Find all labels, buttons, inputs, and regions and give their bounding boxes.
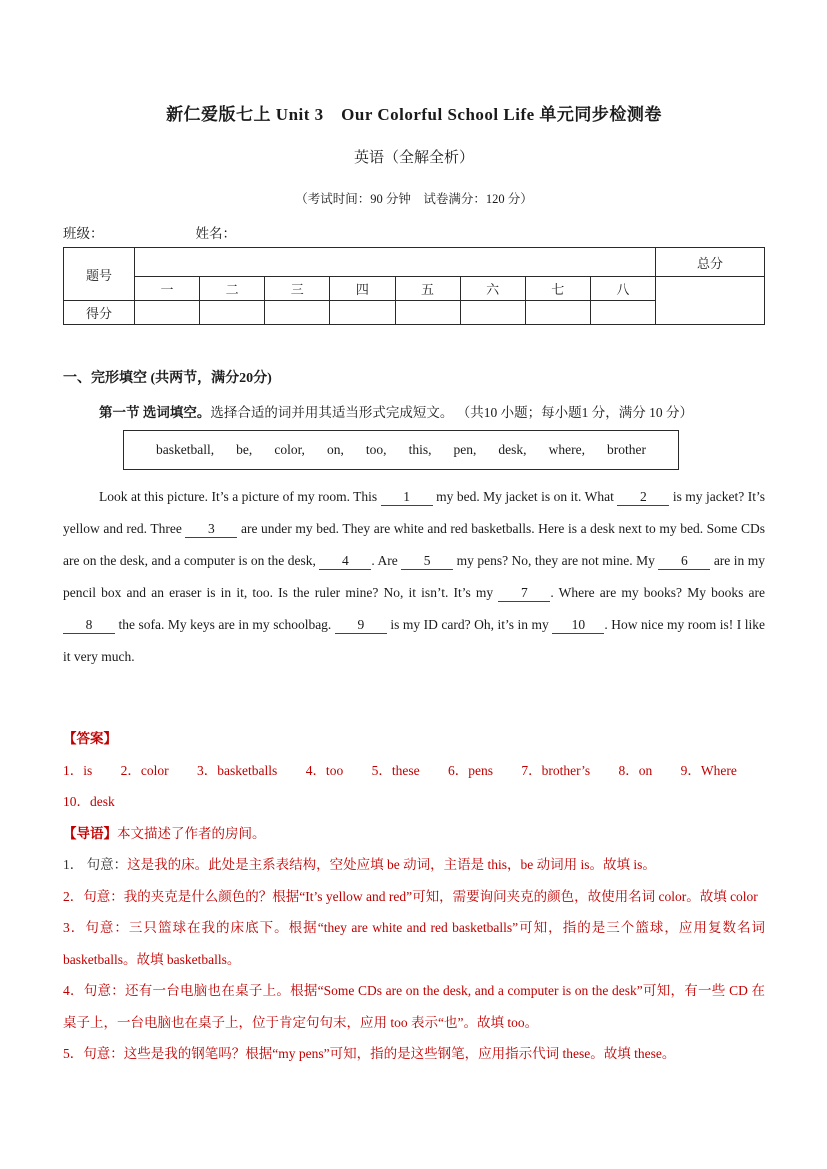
- question-col-header: 八: [590, 277, 655, 301]
- answers-label: 【答案】: [63, 731, 117, 746]
- explanation-number: 5．: [63, 1046, 84, 1061]
- explanation-lead: 句意：: [86, 857, 128, 872]
- explanation-item: [63, 1038, 765, 1070]
- explanation-number: 2．: [63, 888, 84, 904]
- question-col-header: 二: [200, 277, 265, 301]
- question-col-header: 七: [525, 277, 590, 301]
- question-col-header: 五: [395, 277, 460, 301]
- answer-item: 3．basketballs: [197, 762, 278, 778]
- explanation-text: 这是我的床。此处是主系表结构，空处应填 be 动词，主语是 this，be 动词用 is。故填 is。: [127, 857, 656, 872]
- answer-item: 6．pens: [447, 762, 493, 778]
- answer-item: 7．brother’s: [521, 762, 591, 778]
- score-cell: [590, 301, 655, 325]
- question-number-label: 题号: [64, 248, 135, 301]
- page-title: 新仁爱版七上 Unit 3 Our Colorful School Life 单元同步检测卷: [166, 105, 662, 124]
- explanation-item: [63, 975, 765, 1038]
- answer-item: 8．on: [618, 762, 653, 778]
- score-row-label: 得分: [64, 301, 135, 325]
- part1-title: 第一节 选词填空。: [99, 405, 211, 420]
- explanation-item: [63, 849, 765, 881]
- word-bank-item: brother: [607, 442, 646, 457]
- intro-text: 本文描述了作者的房间。: [117, 825, 266, 841]
- cloze-blank-7: 7: [498, 585, 550, 602]
- explanation-number: 3．: [63, 920, 86, 935]
- part1-instructions-rest: 选择合适的词并用其适当形式完成短文。 （共10 小题；每小题1 分，满分 10 分）: [210, 405, 693, 420]
- score-cell: [265, 301, 330, 325]
- explanations: [63, 849, 765, 1070]
- score-cell: [460, 301, 525, 325]
- total-score-label: 总分: [656, 248, 765, 277]
- word-bank-item: on,: [326, 442, 344, 457]
- word-bank-item: color,: [274, 442, 305, 457]
- word-bank-item: be,: [236, 442, 253, 457]
- exam-info: （考试时间：90 分钟 试卷满分：120 分）: [295, 192, 533, 206]
- score-cell: [200, 301, 265, 325]
- cloze-blank-9: 9: [335, 617, 387, 634]
- cloze-blank-1: 1: [381, 489, 433, 506]
- table-header-row: [64, 248, 765, 277]
- answer-item: 5．these: [371, 762, 420, 778]
- section1-heading: 一、完形填空 (共两节，满分20分): [63, 371, 272, 386]
- cloze-blank-10: 10: [552, 617, 604, 634]
- score-cell: [525, 301, 590, 325]
- explanation-item: [63, 912, 765, 975]
- student-fields: [63, 222, 765, 242]
- score-cell: [135, 301, 200, 325]
- word-bank-item: this,: [408, 442, 432, 457]
- cloze-passage: Look at this picture. It’s a picture of my room. This 1 my bed. My jacket is on it. What 2 is my jacket? It’s yellow and red. Three 3 are under my bed. They are white and red basketballs. Here is a desk next to my bed. Some CDs are on the desk, and a computer is on the desk, 4 . Are 5 my pens? No, they are not mine. My 6 are in my pencil box and an eraser is in it, too. Is the ruler mine? No, it isn’t. It’s my 7 . Where are my books? My books are 8 the sofa. My keys are in my schoolbag. 9 is my ID card? Oh, it’s in my 10 . How nice my room is! I like it very much.: [63, 489, 765, 664]
- explanation-item: [63, 881, 765, 913]
- cloze-blank-8: 8: [63, 617, 115, 634]
- explanation-lead: 句意：: [85, 920, 129, 935]
- explanation-text: 我的夹克是什么颜色的？根据“It’s yellow and red”可知，需要询问夹克的颜色，故使用名词 color。故填 color: [123, 888, 758, 904]
- cloze-blank-6: 6: [658, 553, 710, 570]
- intro-line: [63, 818, 765, 850]
- question-col-header: 四: [330, 277, 395, 301]
- explanation-lead: 句意：: [83, 983, 126, 998]
- table-span-cell: [135, 248, 656, 277]
- cloze-blank-2: 2: [617, 489, 669, 506]
- answers-line2: 10．desk: [63, 794, 115, 809]
- cloze-blank-4: 4: [319, 553, 371, 570]
- name-field-label: 姓名：: [195, 226, 236, 241]
- explanation-lead: 句意：: [83, 888, 124, 904]
- total-score-cell: [656, 277, 765, 325]
- question-col-header: 六: [460, 277, 525, 301]
- word-bank-item: pen,: [453, 442, 477, 457]
- cloze-blank-5: 5: [401, 553, 453, 570]
- answer-item: 1．is: [63, 762, 93, 778]
- cloze-blank-3: 3: [185, 521, 237, 538]
- question-col-header: 三: [265, 277, 330, 301]
- explanation-lead: 句意：: [83, 1046, 124, 1061]
- intro-label: 【导语】: [63, 825, 117, 841]
- answer-item: 9．Where: [680, 762, 737, 778]
- answers-line1: [63, 755, 765, 787]
- explanation-text: 这些是我的钢笔吗？根据“my pens”可知，指的是这些钢笔，应用指示代词 these。故填 these。: [123, 1046, 676, 1061]
- word-bank: [123, 430, 679, 470]
- question-col-header: 一: [135, 277, 200, 301]
- score-cell: [330, 301, 395, 325]
- explanation-text: 三只篮球在我的床底下。根据“they are white and red basketballs”可知，指的是三个篮球，应用复数名词 basketballs。故填 basketballs。: [63, 920, 766, 967]
- word-bank-item: desk,: [498, 442, 527, 457]
- answer-item: 4．too: [305, 762, 344, 778]
- word-bank-item: too,: [365, 442, 387, 457]
- answer-item: 2．color: [120, 762, 169, 778]
- explanation-number: 1．: [63, 857, 87, 872]
- table-number-row: [64, 277, 765, 301]
- paper-subtitle: 英语（全解全析）: [353, 150, 474, 166]
- score-table: [63, 247, 765, 325]
- class-field-label: 班级：: [63, 226, 104, 241]
- explanation-text: 还有一台电脑也在桌子上。根据“Some CDs are on the desk, and a computer is on the desk”可知，有一些 CD 在桌子上，一台电脑也在桌子上，位于肯定句句末，应用 too 表示“也”。故填 too。: [63, 983, 766, 1030]
- answer-section: [63, 723, 765, 1070]
- word-bank-item: basketball,: [156, 442, 215, 457]
- word-bank-item: where,: [548, 442, 585, 457]
- answers-heading-line: [63, 723, 765, 755]
- explanation-number: 4．: [63, 983, 84, 998]
- section1-part1-instructions: [63, 401, 765, 421]
- score-cell: [395, 301, 460, 325]
